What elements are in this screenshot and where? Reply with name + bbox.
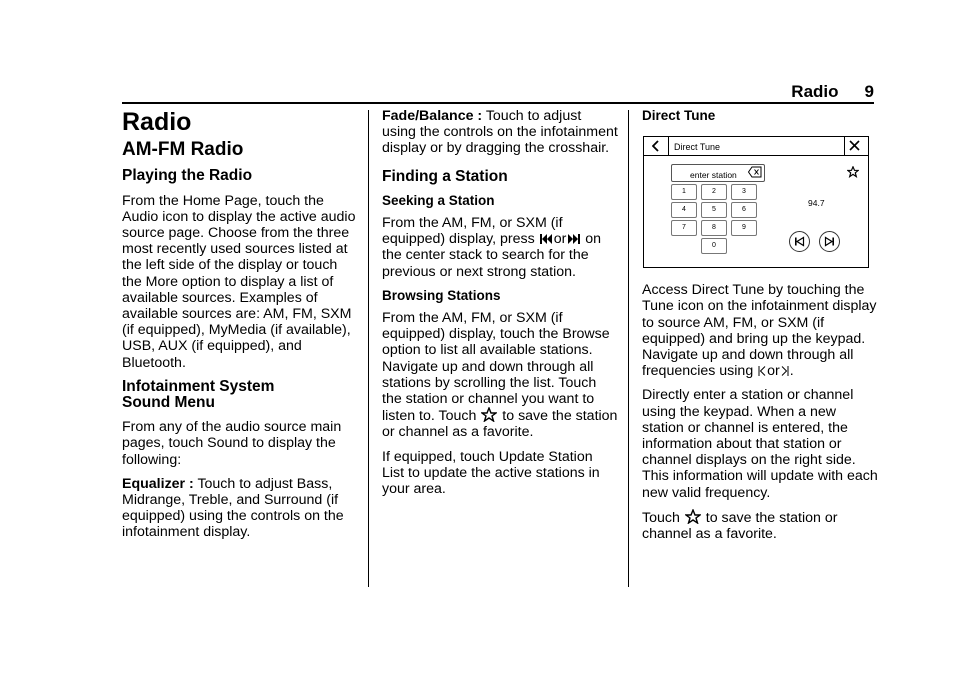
- column-3: [642, 108, 878, 550]
- paragraph-equalizer: [122, 476, 358, 541]
- keypad-key: 7: [671, 220, 697, 236]
- seeking-text-1: From the AM, FM, or SXM (if equipped) display, press: [382, 215, 563, 248]
- keypad-key: 0: [701, 238, 727, 254]
- column-1: [122, 108, 358, 549]
- paragraph-direct-entry: Directly enter a station or channel using the keypad. When a new station or channel is entered, the information about that station or channel displays on the right side. This information will update with each new valid frequency.: [642, 387, 878, 501]
- paragraph-seeking: [382, 215, 618, 280]
- paragraph-browsing: [382, 310, 618, 441]
- keypad-key: 6: [731, 202, 757, 218]
- fade-balance-label: Fade/Balance :: [382, 108, 483, 124]
- subheading-direct-tune: Direct Tune: [642, 108, 716, 123]
- subheading-browsing: Browsing Stations: [382, 287, 501, 303]
- fade-balance-text: Touch to adjust using the controls on the infotainment display or by dragging the crosshair.: [382, 108, 618, 157]
- star-outline-icon: [481, 407, 497, 422]
- keypad-key: 5: [701, 202, 727, 218]
- subheading-seeking: Seeking a Station: [382, 192, 495, 208]
- column-2: [382, 108, 618, 505]
- column-divider-2: [628, 110, 629, 587]
- keypad-key: 9: [731, 220, 757, 236]
- paragraph-fade-balance: [382, 108, 618, 157]
- paragraph-favorite: [642, 509, 878, 542]
- subheading-finding-station: Finding a Station: [382, 167, 508, 185]
- paragraph-sound-menu: From any of the audio source main pages, touch Sound to display the following:: [122, 419, 342, 468]
- backspace-icon: [748, 166, 762, 178]
- subheading-playing-radio: Playing the Radio: [122, 167, 253, 185]
- keypad-key: 1: [671, 184, 697, 200]
- equalizer-text: Touch to adjust Bass, Midrange, Treble, and Surround (if equipped) using the controls on the infotainment display.: [122, 475, 344, 541]
- keypad-key: 4: [671, 202, 697, 218]
- access-text: Access Direct Tune by touching the Tune icon on the infotainment display to source AM, FM, or SXM (if equipped) and bring up the keypad. Navigate up and down through all frequencies using: [642, 282, 877, 380]
- paragraph-update-list: If equipped, touch Update Station List to update the active stations in your area.: [382, 448, 600, 498]
- favorite-text-2: to save the station or channel as a favorite.: [642, 509, 838, 543]
- page-number: 9: [864, 82, 874, 101]
- seek-forward-round-button: [819, 231, 840, 252]
- close-icon: [849, 140, 860, 151]
- tune-down-icon: [758, 365, 766, 377]
- favorite-star-icon: [847, 166, 859, 178]
- direct-tune-screen-figure: [643, 136, 869, 268]
- subheading-sound-menu-line2: Sound Menu: [122, 394, 215, 412]
- seek-back-icon: [540, 233, 553, 245]
- subheading-sound-menu: [122, 379, 358, 411]
- seeking-text-2: on the center stack to search for the previous or next strong station.: [382, 231, 602, 280]
- paragraph-playing-radio: From the Home Page, touch the Audio icon to display the active audio source page. Choose from the three most recently used sources listed at the left side of the display or touch the More option to display a list of available sources. Examples of available sources are: AM, FM, SXM (if equipped), MyMedia (if available), USB, AUX (if equipped), and Bluetooth.: [122, 192, 356, 371]
- header-rule: [122, 102, 874, 104]
- title-bar-separator: [844, 137, 845, 155]
- seeking-or: or: [553, 231, 567, 248]
- title-bar-separator: [668, 137, 669, 155]
- keypad-key: 2: [701, 184, 727, 200]
- running-header: [791, 82, 874, 102]
- back-chevron-icon: [652, 140, 660, 152]
- seek-forward-icon: [567, 233, 580, 245]
- seek-back-icon: [794, 236, 805, 247]
- browsing-text-2: to save the station or channel as a favorite.: [382, 408, 618, 441]
- figure-title-bar: [644, 137, 868, 156]
- figure-title: Direct Tune: [674, 142, 721, 153]
- equalizer-label: Equalizer :: [122, 475, 194, 492]
- chapter-heading: Radio: [122, 108, 192, 136]
- access-or: or: [767, 363, 780, 380]
- header-section-title: Radio: [791, 82, 839, 101]
- column-divider-1: [368, 110, 369, 587]
- subheading-sound-menu-line1: Infotainment System: [122, 377, 275, 395]
- seek-forward-icon: [824, 236, 835, 247]
- section-heading-am-fm: AM-FM Radio: [122, 139, 244, 161]
- seek-back-round-button: [789, 231, 810, 252]
- keypad-key: 3: [731, 184, 757, 200]
- paragraph-access-direct-tune: Access Direct Tune by touching the Tune icon on the infotainment display to source AM, FM, or SXM (if equipped) and bring up the keypad. Navigate up and down through all frequencies using or .: [642, 282, 877, 380]
- star-outline-icon: [685, 509, 701, 524]
- enter-station-field: [671, 164, 765, 182]
- enter-station-text: enter station: [690, 170, 737, 181]
- frequency-display: 94.7: [808, 198, 825, 209]
- browsing-text-1: From the AM, FM, or SXM (if equipped) display, touch the Browse option to list all available stations. Navigate up and down through all stations by scrolling the list. Touch the station or channel you want to listen to. Touch: [382, 310, 610, 425]
- favorite-text-1: Touch: [642, 509, 680, 526]
- tune-up-icon: [781, 365, 789, 377]
- keypad-key: 8: [701, 220, 727, 236]
